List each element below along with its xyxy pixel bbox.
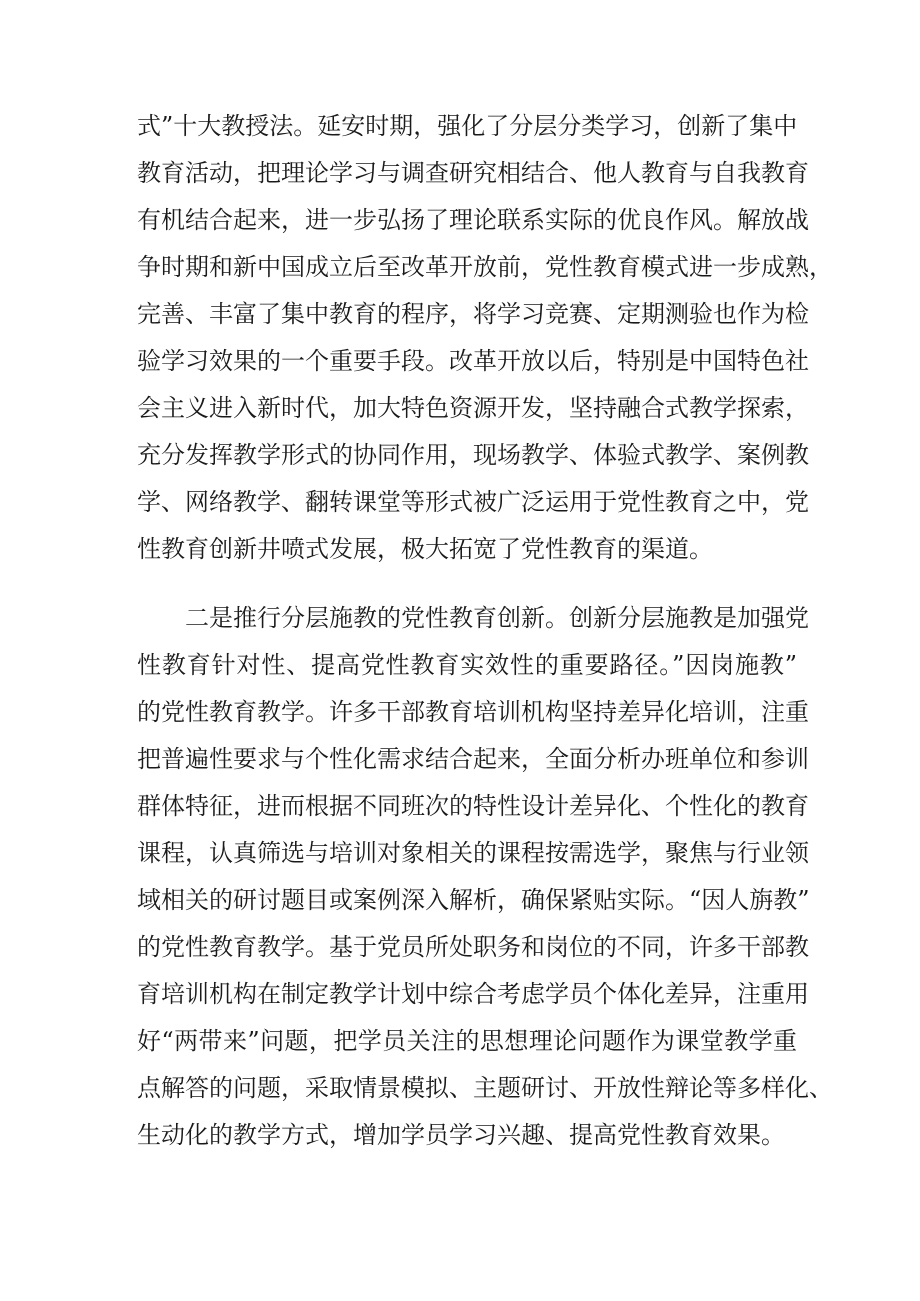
- paragraph-line: 群体特征，进而根据不同班次的特性设计差异化、个性化的教育: [137, 792, 809, 820]
- paragraph-line: 性教育针对性、提高党性教育实效性的重要路径。”因岗施教”: [137, 651, 797, 679]
- paragraph-line: 把普遍性要求与个性化需求结合起来，全面分析办班单位和参训: [137, 745, 809, 773]
- paragraph-line: 育培训机构在制定教学计划中综合考虑学员个体化差异，注重用: [137, 980, 809, 1008]
- paragraph-line: 生动化的教学方式，增加学员学习兴趣、提高党性教育效果。: [137, 1121, 785, 1149]
- paragraph-line: 的党性教育教学。基于党员所处职务和岗位的不同，许多干部教: [137, 933, 809, 961]
- paragraph-line: 有机结合起来，进一步弘扬了理论联系实际的优良作风。解放战: [137, 206, 809, 234]
- paragraph-line: 课程，认真筛选与培训对象相关的课程按需选学，聚焦与行业领: [137, 839, 809, 867]
- paragraph-line: 性教育创新井喷式发展，极大拓宽了党性教育的渠道。: [137, 535, 713, 563]
- paragraph-line: 争时期和新中国成立后至改革开放前，党性教育模式进一步成熟，: [137, 253, 833, 281]
- paragraph-line: 验学习效果的一个重要手段。改革开放以后，特别是中国特色社: [137, 347, 809, 375]
- paragraph-line: 充分发挥教学形式的协同作用，现场教学、体验式教学、案例教: [137, 441, 809, 469]
- paragraph-line: 式”十大教授法。延安时期，强化了分层分类学习，创新了集中: [137, 112, 798, 140]
- paragraph-line: 二是推行分层施教的党性教育创新。创新分层施教是加强党: [185, 604, 809, 632]
- paragraph-line: 会主义进入新时代，加大特色资源开发，坚持融合式教学探索，: [137, 394, 809, 422]
- paragraph-line: 点解答的问题，采取情景模拟、主题研讨、开放性辩论等多样化、: [137, 1074, 833, 1102]
- paragraph-line: 的党性教育教学。许多干部教育培训机构坚持差异化培训，注重: [137, 698, 809, 726]
- paragraph-line: 完善、丰富了集中教育的程序，将学习竞赛、定期测验也作为检: [137, 300, 809, 328]
- paragraph-line: 学、网络教学、翻转课堂等形式被广泛运用于党性教育之中，党: [137, 488, 809, 516]
- paragraph-line: 好“两带来”问题，把学员关注的思想理论问题作为课堂教学重: [137, 1027, 797, 1055]
- paragraph-line: 域相关的研讨题目或案例深入解析，确保紧贴实际。“因人旃教”: [137, 886, 810, 914]
- paragraph-line: 教育活动，把理论学习与调查研究相结合、他人教育与自我教育: [137, 159, 809, 187]
